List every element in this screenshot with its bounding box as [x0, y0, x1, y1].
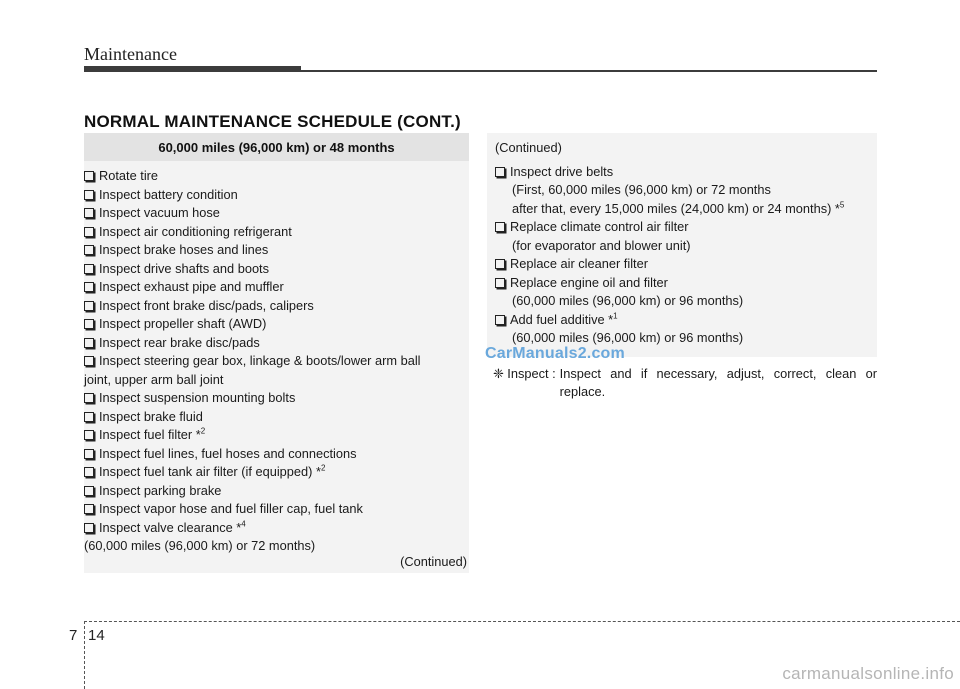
checkbox-icon: [84, 504, 94, 514]
schedule-item-text: Inspect brake fluid: [99, 408, 203, 424]
page-number: 14: [88, 627, 105, 644]
schedule-item: [84, 167, 469, 186]
schedule-item-text: after that, every 15,000 miles (24,000 km) or 24 months) *: [512, 200, 840, 216]
checkbox-icon: [495, 259, 505, 269]
schedule-item: [84, 315, 469, 334]
schedule-item: [84, 297, 469, 316]
schedule-item: [495, 274, 877, 293]
schedule-item: [495, 181, 877, 200]
schedule-item-text: Replace air cleaner filter: [510, 256, 648, 271]
footnote-marker: 2: [200, 426, 206, 436]
schedule-heading: 60,000 miles (96,000 km) or 48 months: [84, 133, 469, 161]
checkbox-icon: [495, 278, 505, 288]
schedule-item: [495, 237, 877, 256]
checkbox-icon: [84, 245, 94, 255]
schedule-item-text: Inspect exhaust pipe and muffler: [99, 279, 284, 294]
watermark-carmanuals2: CarManuals2.com: [485, 345, 625, 362]
inspect-note: [493, 365, 877, 401]
schedule-item-text: joint, upper arm ball joint: [84, 371, 224, 387]
schedule-item: [84, 186, 469, 205]
schedule-item-text: Inspect vacuum hose: [99, 205, 220, 220]
schedule-item: [84, 260, 469, 279]
schedule-item: [84, 389, 469, 408]
schedule-item: [495, 311, 877, 330]
checkbox-icon: [84, 282, 94, 292]
schedule-item-text: (60,000 miles (96,000 km) or 96 months): [512, 330, 744, 345]
schedule-item-text: Inspect fuel filter *: [99, 427, 201, 442]
schedule-item-text: Add fuel additive *: [510, 311, 614, 327]
schedule-item-text: Inspect battery condition: [99, 186, 238, 202]
checkbox-icon: [84, 208, 94, 218]
footnote-marker: 2: [320, 463, 326, 473]
checkbox-icon: [84, 523, 94, 533]
checkbox-icon: [84, 449, 94, 459]
schedule-item: [495, 292, 877, 311]
schedule-item-text: (60,000 miles (96,000 km) or 72 months): [84, 538, 316, 553]
schedule-item: [84, 426, 469, 445]
schedule-item-text: Inspect drive belts: [510, 163, 614, 179]
page-section-number: 7: [69, 627, 78, 644]
footer-vertical-divider: [84, 621, 85, 689]
schedule-list-left: [84, 161, 469, 556]
checkbox-icon: [84, 393, 94, 403]
checkbox-icon: [84, 430, 94, 440]
footer-divider: [84, 621, 960, 622]
inspect-note-text: Inspect and if necessary, adjust, correct, clean or replace.: [559, 366, 877, 399]
schedule-item-text: Inspect drive shafts and boots: [99, 260, 270, 276]
checkbox-icon: [84, 264, 94, 274]
schedule-item: [84, 241, 469, 260]
continued-label-left: (Continued): [400, 554, 467, 569]
checkbox-icon: [84, 301, 94, 311]
header-title: Maintenance: [84, 44, 177, 64]
checkbox-icon: [84, 171, 94, 181]
schedule-item-text: Inspect suspension mounting bolts: [99, 390, 296, 405]
schedule-item-text: Inspect front brake disc/pads, calipers: [99, 297, 314, 313]
checkbox-icon: [495, 222, 505, 232]
schedule-item-text: Inspect vapor hose and fuel filler cap, fuel tank: [99, 501, 363, 516]
footnote-marker: 4: [241, 519, 246, 529]
schedule-item-text: Inspect valve clearance *: [99, 519, 242, 535]
checkbox-icon: [84, 467, 94, 477]
checkbox-icon: [495, 167, 505, 177]
checkbox-icon: [84, 486, 94, 496]
checkbox-icon: [84, 319, 94, 329]
schedule-item-text: Inspect fuel tank air filter (if equipped) *: [99, 464, 321, 479]
section-title: NORMAL MAINTENANCE SCHEDULE (CONT.): [84, 112, 461, 131]
schedule-item: [84, 223, 469, 242]
schedule-item: [495, 218, 877, 237]
schedule-item: [84, 352, 469, 371]
schedule-item-text: Inspect propeller shaft (AWD): [99, 316, 267, 331]
checkbox-icon: [84, 412, 94, 422]
header-rule-thick: [84, 66, 301, 72]
schedule-item: [84, 445, 469, 464]
schedule-item-text: Rotate tire: [99, 168, 159, 183]
schedule-item-text: Replace climate control air filter: [510, 219, 689, 234]
checkbox-icon: [84, 190, 94, 200]
schedule-item: [495, 255, 877, 274]
schedule-item-text: Inspect rear brake disc/pads: [99, 334, 260, 350]
schedule-list-right: [487, 133, 877, 348]
schedule-item: [84, 204, 469, 223]
footnote-marker: 5: [839, 200, 845, 210]
checkbox-icon: [84, 227, 94, 237]
schedule-item: [495, 163, 877, 182]
schedule-item: [84, 537, 469, 556]
schedule-item-text: (for evaporator and blower unit): [512, 237, 691, 253]
continued-label-right: (Continued): [495, 140, 562, 155]
schedule-panel-60000: [84, 133, 469, 573]
schedule-item: [84, 463, 469, 482]
schedule-item: [84, 519, 469, 538]
schedule-item: [84, 408, 469, 427]
checkbox-icon: [495, 315, 505, 325]
header-rule-thin: [301, 70, 877, 72]
schedule-item-text: Replace engine oil and filter: [510, 274, 668, 290]
schedule-item-text: Inspect parking brake: [99, 482, 222, 498]
schedule-panel-continued: [487, 133, 877, 357]
schedule-item-text: Inspect fuel lines, fuel hoses and connections: [99, 445, 357, 461]
schedule-item-text: Inspect air conditioning refrigerant: [99, 223, 292, 239]
schedule-item: [495, 200, 877, 219]
schedule-item: [84, 500, 469, 519]
schedule-item-text: (60,000 miles (96,000 km) or 96 months): [512, 293, 744, 308]
footnote-marker: 1: [613, 311, 618, 321]
schedule-item: [84, 482, 469, 501]
footer-watermark: carmanualsonline.info: [782, 664, 954, 683]
schedule-item: [84, 371, 469, 390]
inspect-note-lead: ❈ Inspect :: [493, 366, 556, 381]
checkbox-icon: [84, 338, 94, 348]
schedule-item: [84, 278, 469, 297]
schedule-item: [84, 334, 469, 353]
schedule-item-text: Inspect brake hoses and lines: [99, 242, 269, 257]
schedule-item-text: Inspect steering gear box, linkage & boots/lower arm ball: [99, 353, 421, 368]
checkbox-icon: [84, 356, 94, 366]
schedule-item-text: (First, 60,000 miles (96,000 km) or 72 months: [512, 182, 771, 197]
